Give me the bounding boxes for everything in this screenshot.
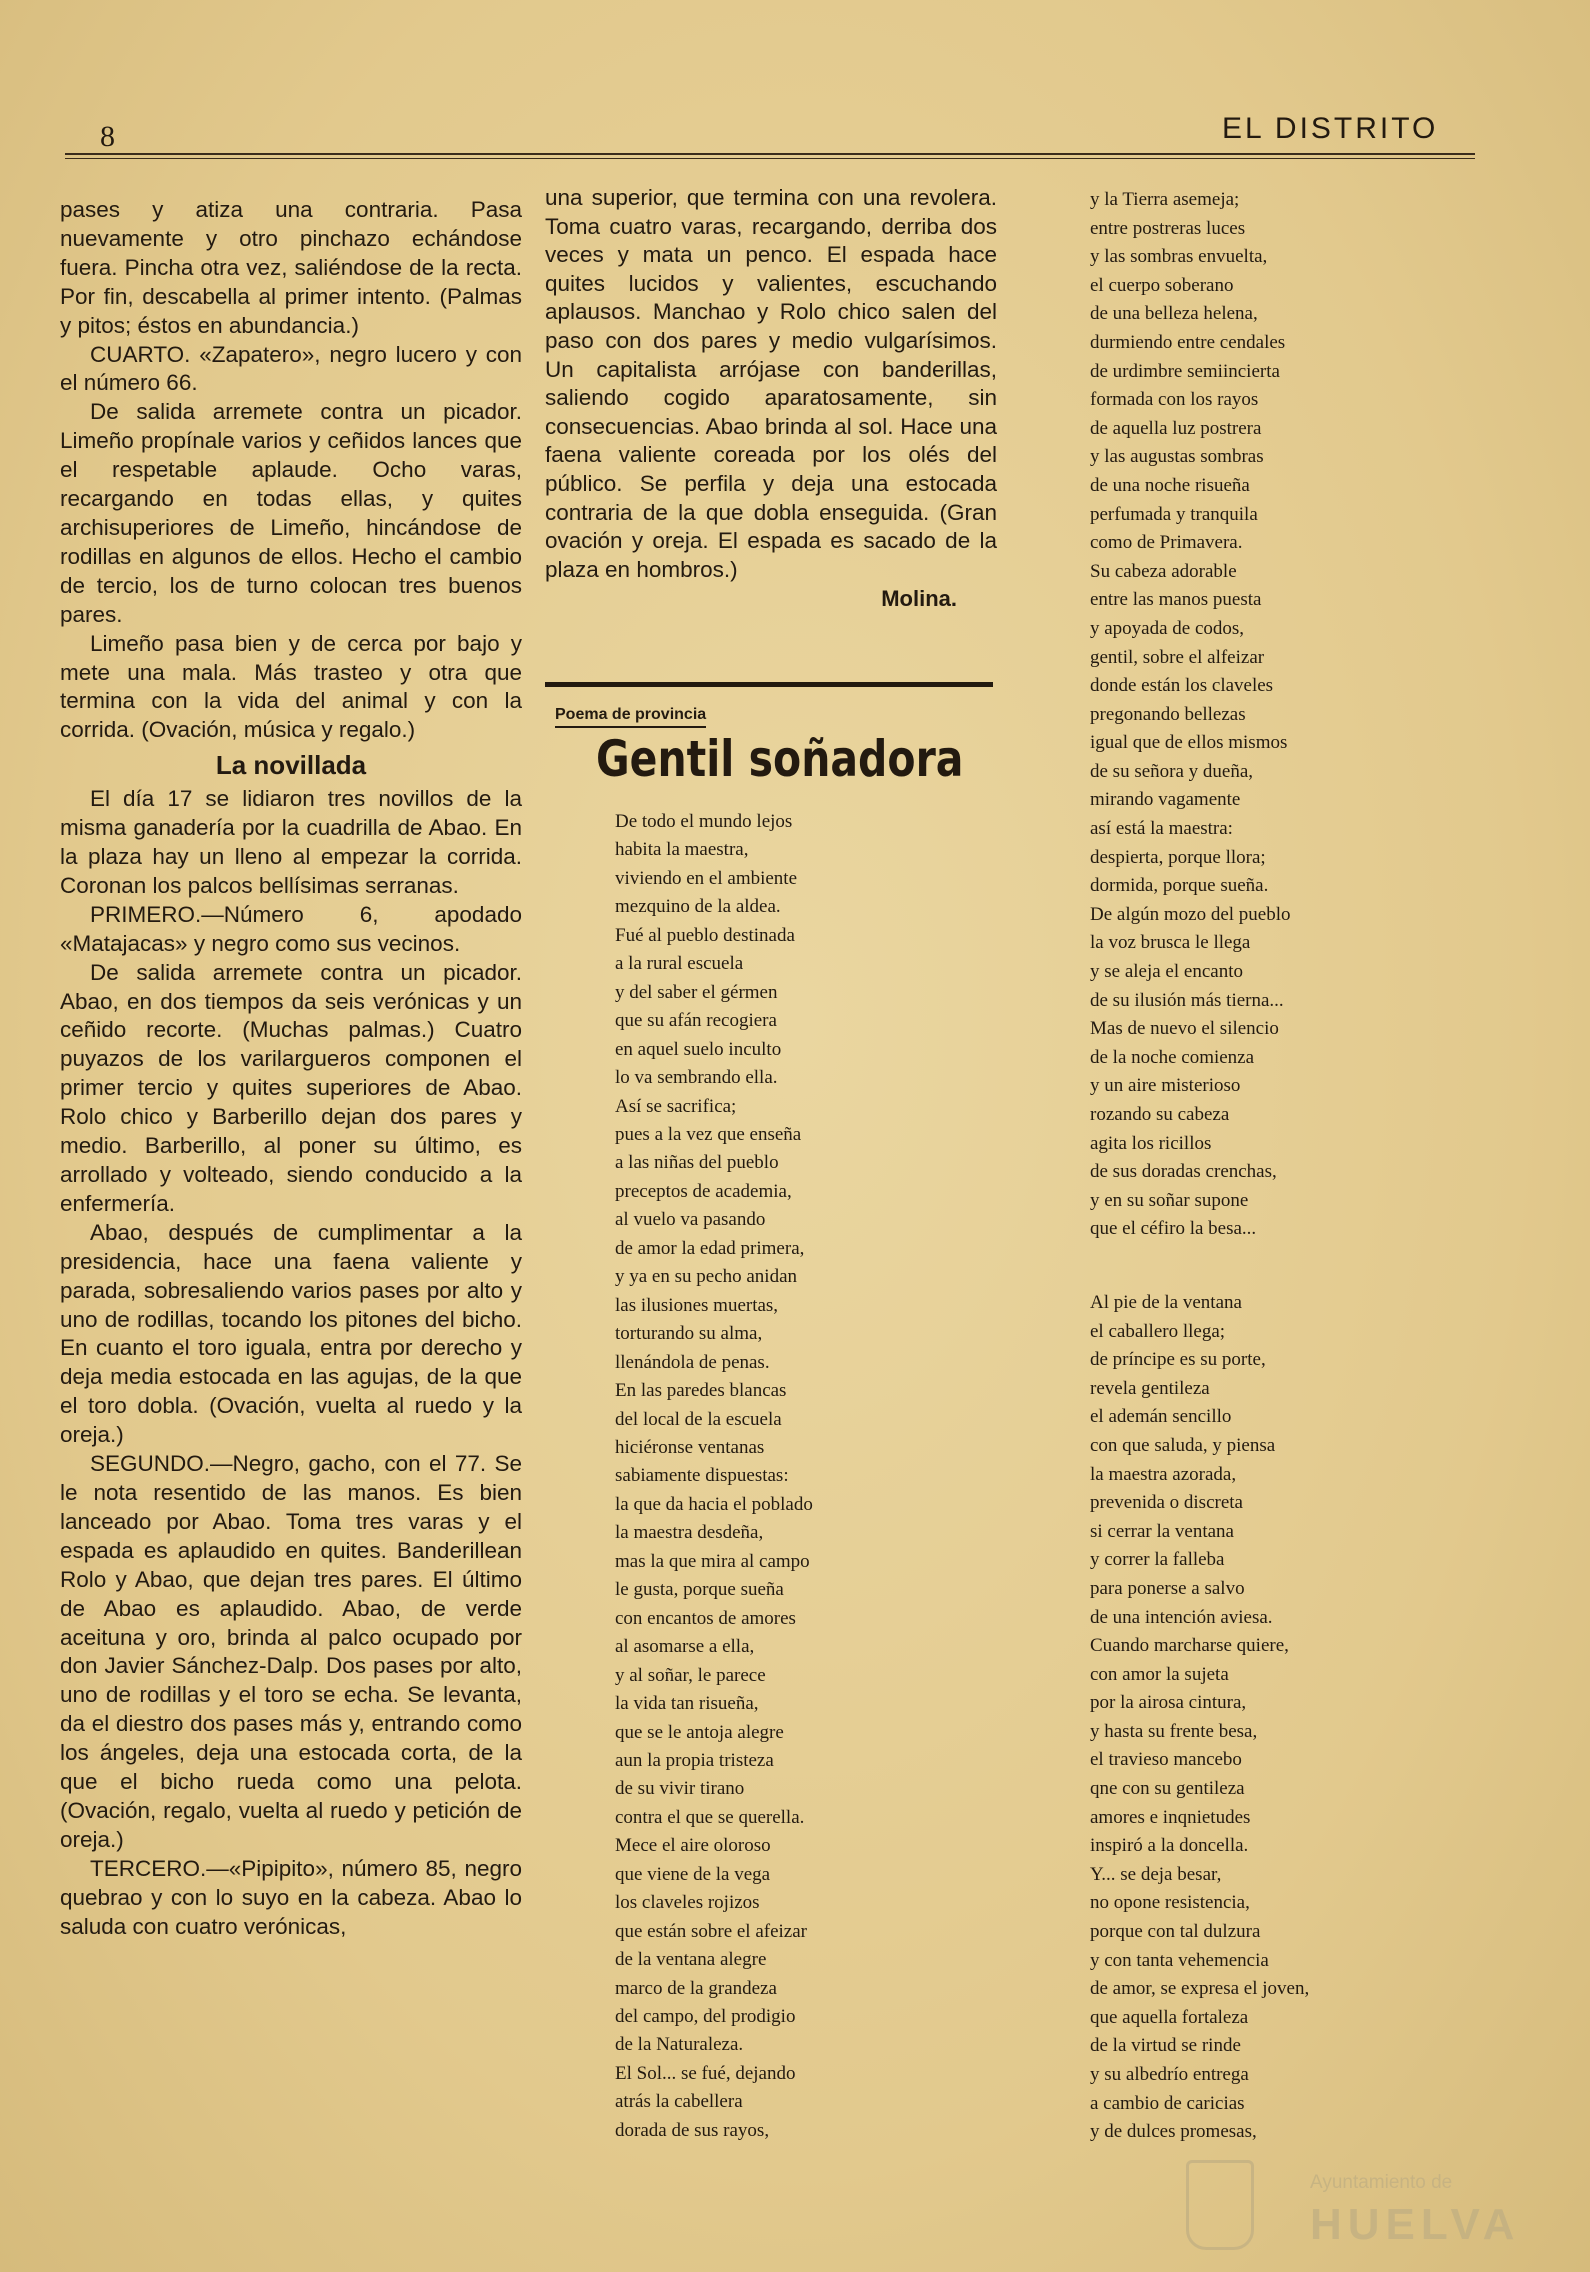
paragraph: De salida arremete contra un picador. Abao, en dos tiempos da seis verónicas y un ceñido recorte. (Muchas palmas.) Cuatro puyazos de los varilargueros componen el primer tercio y quites superiores de Abao. Rolo chico y Barberillo dejan dos pares y medio. Barberillo, al poner su último, es arrollado y volteado, siendo conducido a la enfermería. — [60, 959, 522, 1216]
poem-verse: amores e inqnietudes — [1090, 1806, 1251, 1828]
poem-verse: revela gentileza — [1090, 1377, 1210, 1399]
poem-verse: mezquino de la aldea. — [615, 896, 781, 918]
poem-verse: sabiamente dispuestas: — [615, 1465, 789, 1487]
poem-verse: y con tanta vehemencia — [1090, 1949, 1269, 1971]
poem-verse: del campo, del prodigio — [615, 2006, 796, 2028]
col2-paragraphs — [545, 184, 997, 584]
poem-verse: En las paredes blancas — [615, 1380, 787, 1402]
poem-verse: de la virtud se rinde — [1090, 2035, 1241, 2057]
poem-verse: que su afán recogiera — [615, 1010, 777, 1032]
poem-verse: gentil, sobre el alfeizar — [1090, 646, 1265, 668]
newspaper-title: EL DISTRITO — [1222, 112, 1439, 145]
poem-verse: el travieso mancebo — [1090, 1749, 1242, 1771]
poem-verse: de su ilusión más tierna... — [1090, 989, 1284, 1011]
poem-verse: de urdimbre semiincierta — [1090, 360, 1280, 382]
column-2 — [545, 184, 997, 614]
poem-verse: inspiró a la doncella. — [1090, 1835, 1249, 1857]
poem-verse: por la airosa cintura, — [1090, 1692, 1247, 1714]
paragraph: una superior, que termina con una revolera. Toma cuatro varas, recargando, derriba dos veces y mata un penco. El espada hace quites lucidos y valientes, escuchando aplausos. Manchao y Rolo chico salen del paso con dos pares y medio vulgarísimos. Un capitalista arrójase con banderillas, saliendo cogido aparatosamente, sin consecuencias. Abao brinda al sol. Hace una faena valiente coreada por los olés del público. Se perfila y deja una estocada contraria de la que dobla enseguida. (Gran ovación y oreja. El espada es sacado de la plaza en hombros.) — [545, 185, 997, 582]
paragraph: De salida arremete contra un picador. Limeño propínale varios y ceñidos lances que el respetable aplaude. Ocho varas, recargando en todas ellas, y quites archisuperiores de Limeño, hincándose de rodillas en algunos de ellos. Hecho el cambio de tercio, los de turno colocan tres buenos pares. — [60, 399, 522, 627]
header-rule — [65, 153, 1475, 155]
poem-verse: del local de la escuela — [615, 1408, 782, 1430]
poem-verse: y en su soñar supone — [1090, 1189, 1249, 1211]
paragraph: pases y atiza una contraria. Pasa nuevamente y otro pinchazo echándose fuera. Pincha otra vez, saliéndose de la recta. Por fin, descabella al primer intento. (Palmas y pitos; éstos en abundancia.) — [60, 197, 522, 338]
poem-verse: habita la maestra, — [615, 839, 749, 861]
poem-verse: de amor, se expresa el joven, — [1090, 1978, 1310, 2000]
poem-verse: no opone resistencia, — [1090, 1892, 1250, 1914]
poem-title: Gentil soñadora — [596, 730, 964, 788]
watermark-line-1: Ayuntamiento de — [1310, 2172, 1453, 2193]
coat-of-arms-icon — [1186, 2160, 1254, 2250]
poem-verse: en aquel suelo inculto — [615, 1038, 782, 1060]
paragraph: PRIMERO.—Número 6, apodado «Matajacas» y negro como sus vecinos. — [60, 901, 522, 956]
poem-verse: de príncipe es su porte, — [1090, 1349, 1266, 1371]
paragraph: CUARTO. «Zapatero», negro lucero y con el número 66. — [60, 341, 522, 396]
poem-verse: y apoyada de codos, — [1090, 617, 1245, 639]
poem-verse: si cerrar la ventana — [1090, 1520, 1234, 1542]
poem-verse: preceptos de academia, — [615, 1180, 792, 1202]
col1-paragraphs-2 — [60, 785, 522, 1941]
poem-verse: formada con los rayos — [1090, 389, 1259, 411]
poem-verse: mas la que mira al campo — [615, 1550, 810, 1572]
poem-verse: y al soñar, le parece — [615, 1664, 766, 1686]
poem-verse: contra el que se querella. — [615, 1806, 805, 1828]
author-signature: Molina. — [881, 586, 957, 612]
section-title-novillada: La novillada — [215, 750, 367, 781]
poem-verse: que aquella fortaleza — [1090, 2006, 1249, 2028]
paragraph: TERCERO.—«Pipipito», número 85, negro quebrao y con lo suyo en la cabeza. Abao lo saluda con cuatro verónicas, — [60, 1855, 522, 1939]
poem-verse: y hasta su frente besa, — [1090, 1720, 1258, 1742]
poem-verse: a las niñas del pueblo — [615, 1152, 779, 1174]
poem-verse: porque con tal dulzura — [1090, 1921, 1261, 1943]
poem-verse: al vuelo va pasando — [615, 1209, 766, 1231]
poem-verse: igual que de ellos mismos — [1090, 732, 1288, 754]
poem-verse: así está la maestra: — [1090, 818, 1233, 840]
poem-verse: con encantos de amores — [615, 1607, 796, 1629]
poem-column-a — [615, 808, 915, 2145]
poem-stanza-1 — [1090, 186, 1390, 1244]
poem-verse: que se le antoja alegre — [615, 1721, 784, 1743]
poem-verse: despierta, porque llora; — [1090, 846, 1266, 868]
poem-verse: marco de la grandeza — [615, 1977, 777, 1999]
poem-verse: De todo el mundo lejos — [615, 811, 793, 832]
poem-verse: Cuando marcharse quiere, — [1090, 1635, 1289, 1657]
poem-verse: y correr la falleba — [1090, 1549, 1225, 1571]
poem-verse: para ponerse a salvo — [1090, 1577, 1245, 1599]
poem-verse: atrás la cabellera — [615, 2091, 743, 2113]
poem-verse: lo va sembrando ella. — [615, 1067, 778, 1089]
paragraph: SEGUNDO.—Negro, gacho, con el 77. Se le nota resentido de las manos. Es bien lanceado por Abao. Toma tres varas y el espada es aplaudido en quites. Banderillean Rolo y Abao, que dejan tres pares. El último de Abao es aplaudido. Abao, de verde aceituna y oro, brinda al palco ocupado por don Javier Sánchez-Dalp. Dos pases por alto, uno de rodillas y el toro se echa. Se levanta, da el diestro dos pases más y, entrando como los ángeles, deja una estocada corta, de la que el bicho rueda como una pelota. (Ovación, regalo, vuelta al ruedo y petición de oreja.) — [60, 1451, 522, 1852]
poem-verse: a la rural escuela — [615, 953, 744, 975]
poem-verse: la maestra desdeña, — [615, 1522, 764, 1544]
poem-verse: durmiendo entre cendales — [1090, 331, 1286, 353]
poem-verse: Fué al pueblo destinada — [615, 924, 795, 946]
poem-verse: y su albedrío entrega — [1090, 2064, 1249, 2085]
poem-verse: pues a la vez que enseña — [615, 1123, 802, 1145]
poem-verse: y ya en su pecho anidan — [615, 1266, 798, 1288]
poem-verse: de aquella luz postrera — [1090, 417, 1262, 439]
poem-verse: qne con su gentileza — [1090, 1778, 1245, 1800]
poem-verse: agita los ricillos — [1090, 1132, 1212, 1154]
poem-verse: y las augustas sombras — [1090, 446, 1264, 468]
poem-verse: la que da hacia el poblado — [615, 1493, 813, 1515]
poem-verse: y un aire misterioso — [1090, 1075, 1241, 1097]
poem-verse: dormida, porque sueña. — [1090, 875, 1269, 897]
poem-verse: a cambio de caricias — [1090, 2092, 1245, 2114]
poem-verse: los claveles rojizos — [615, 1892, 760, 1914]
poem-verse: Al pie de la ventana — [1090, 1291, 1242, 1313]
poem-verse: y se aleja el encanto — [1090, 961, 1243, 983]
column-1 — [60, 196, 522, 1941]
poem-verse: torturando su alma, — [615, 1323, 763, 1345]
poem-verse: la voz brusca le llega — [1090, 932, 1251, 954]
poem-verse: llenándola de penas. — [615, 1351, 770, 1373]
poem-verse: Mece el aire oloroso — [615, 1835, 771, 1857]
poem-verse: entre postreras luces — [1090, 217, 1246, 239]
poem-verse: y del saber el gérmen — [615, 981, 778, 1003]
poem-verse: que están sobre el afeizar — [615, 1920, 808, 1942]
poem-verse: entre las manos puesta — [1090, 589, 1262, 611]
poem-verse: rozando su cabeza — [1090, 1104, 1230, 1125]
poem-verse: dorada de sus rayos, — [615, 2119, 770, 2141]
poem-verse: al asomarse a ella, — [615, 1636, 755, 1658]
poem-verse: de amor la edad primera, — [615, 1237, 805, 1259]
poem-verse: con que saluda, y piensa — [1090, 1434, 1276, 1456]
paragraph: El día 17 se lidiaron tres novillos de la misma ganadería por la cuadrilla de Abao. En la plaza hay un lleno al empezar la corrida. Coronan los palcos bellísimas serranas. — [60, 786, 522, 898]
poem-verse: el caballero llega; — [1090, 1320, 1226, 1342]
poem-verse: y de dulces promesas, — [1090, 2121, 1257, 2143]
poem-verse: de una noche risueña — [1090, 474, 1250, 496]
poem-stanza-2 — [1090, 1289, 1390, 2147]
poem-verse: y la Tierra asemeja; — [1090, 189, 1240, 210]
page-number: 8 — [100, 120, 115, 153]
poem-verse: la vida tan risueña, — [615, 1693, 759, 1715]
poem-verse: y las sombras envuelta, — [1090, 246, 1268, 268]
poem-verse: de la ventana alegre — [615, 1949, 767, 1971]
poem-verse: de su vivir tirano — [615, 1778, 745, 1800]
watermark-line-2: HUELVA — [1310, 2200, 1521, 2249]
poem-verse: prevenida o discreta — [1090, 1492, 1243, 1514]
poem-verse: hiciéronse ventanas — [615, 1436, 765, 1458]
paragraph: Abao, después de cumplimentar a la presidencia, hace una faena valiente y parada, sobresaliendo varios pases por alto y uno de rodillas, tocando los pitones del bicho. En cuanto el toro iguala, entra por derecho y deja media estocada en las agujas, de la que el toro dobla. (Ovación, vuelta al ruedo y la oreja.) — [60, 1219, 522, 1448]
poem-verse: de la Naturaleza. — [615, 2034, 744, 2056]
poem-verse: viviendo en el ambiente — [615, 867, 798, 889]
poem-verse: las ilusiones muertas, — [615, 1294, 779, 1316]
poem-verse: que viene de la vega — [615, 1863, 771, 1885]
poem-verse: El Sol... se fué, dejando — [615, 2062, 796, 2084]
poem-verse: la maestra azorada, — [1090, 1463, 1237, 1485]
poem-verse: De algún mozo del pueblo — [1090, 903, 1291, 925]
poem-verse: mirando vagamente — [1090, 789, 1241, 811]
poem-verse: pregonando bellezas — [1090, 703, 1246, 725]
poem-verse: como de Primavera. — [1090, 532, 1243, 554]
poem-column-b — [1090, 186, 1390, 2147]
stanza-gap — [1090, 1244, 1390, 1289]
poem-verse: el cuerpo soberano — [1090, 274, 1234, 296]
poem-verse: Su cabeza adorable — [1090, 560, 1237, 582]
poem-verse: le gusta, porque sueña — [615, 1579, 784, 1601]
col1-paragraphs — [60, 196, 522, 745]
poem-verse: Así se sacrifica; — [615, 1095, 737, 1117]
header-rule-thin — [65, 158, 1475, 159]
poem-verse: donde están los claveles — [1090, 675, 1274, 697]
poem-verse: de sus doradas crenchas, — [1090, 1161, 1277, 1183]
poem-verse: Mas de nuevo el silencio — [1090, 1018, 1279, 1040]
poem-kicker: Poema de provincia — [555, 706, 706, 728]
section-divider — [545, 682, 993, 687]
poem-verse: aun la propia tristeza — [615, 1749, 774, 1771]
poem-verse: perfumada y tranquila — [1090, 503, 1258, 525]
poem-verse: de una belleza helena, — [1090, 303, 1258, 325]
poem-verse: de una intención aviesa. — [1090, 1606, 1273, 1628]
paragraph: Limeño pasa bien y de cerca por bajo y mete una mala. Más trasteo y otra que termina con la vida del animal y con la corrida. (Ovación, música y regalo.) — [60, 630, 522, 743]
poem-verse: de su señora y dueña, — [1090, 760, 1254, 782]
poem-verse: el ademán sencillo — [1090, 1406, 1232, 1428]
poem-verse: Y... se deja besar, — [1090, 1863, 1222, 1885]
poem-verse: con amor la sujeta — [1090, 1663, 1229, 1685]
poem-verse: que el céfiro la besa... — [1090, 1218, 1257, 1240]
poem-verse: de la noche comienza — [1090, 1046, 1255, 1068]
